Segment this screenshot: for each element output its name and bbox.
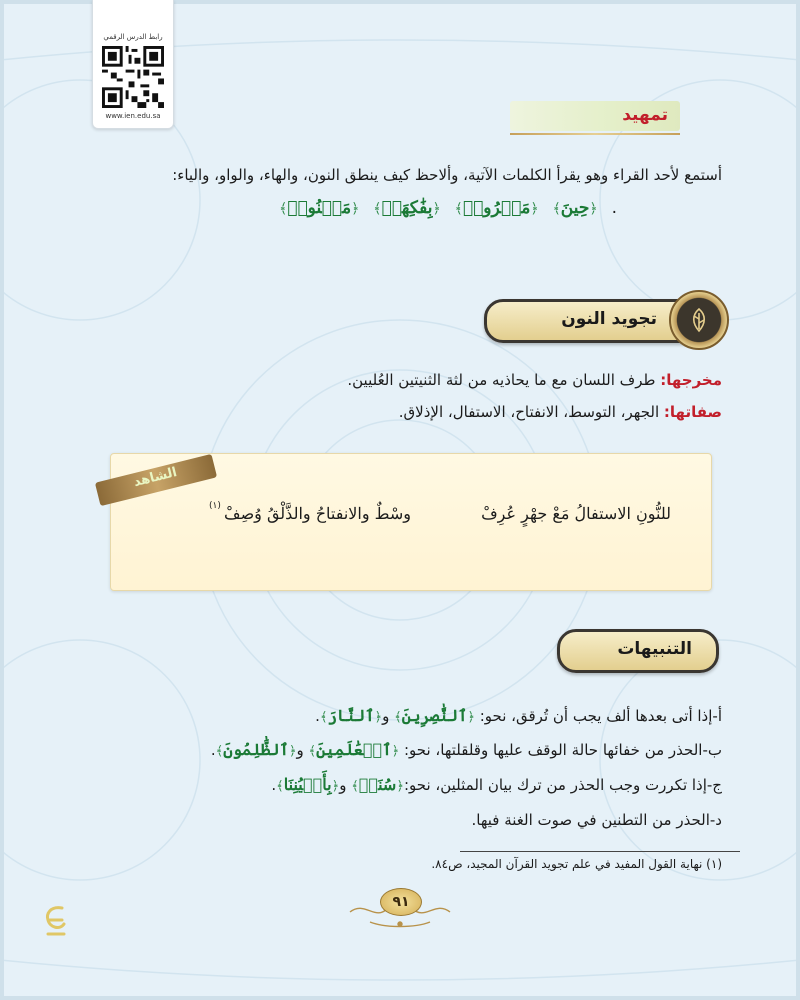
shahed-ribbon-label: الشاهد [132,464,179,491]
footnote-separator [460,851,740,852]
quran-word: ﴿حِينَ﴾ [552,198,598,218]
intro-words-row [279,198,617,218]
footnote-text: (١) نهاية القول المفيد في علم تجويد القرآن المجيد، ص٨٤. [431,857,722,871]
sifat-line [399,403,722,421]
section-banner-tamheed [510,101,680,131]
verse-first-hemistich: للنُّونِ الاستفالُ مَعْ جهْرٍ عُرِفْ [481,504,671,523]
section-title-noon: تجويد النون [561,309,657,329]
section-badge-notes [557,629,719,673]
qr-title: رابط الدرس الرقمي [103,33,163,41]
section-title-notes: التنبيهات [617,639,692,659]
makhraj-line [347,371,722,389]
page-number-ornament [340,882,460,930]
page-number: ٩١ [392,894,410,910]
page-number-badge [380,888,422,916]
leaf-emblem-icon [669,290,729,350]
makhraj-text: طرف اللسان مع ما يحاذيه من لثة الثنيتين العُليين. [347,371,661,389]
makhraj-label: مخرجها: [660,371,722,389]
sifat-text: الجهر، التوسط، الانفتاح، الاستفال، الإذلاق. [398,403,664,421]
note-item-a: أ-إذا أتى بعدها ألف يجب أن تُرقق، نحو: ﴿ٱلنَّٰصِرِينَ﴾ و﴿ٱلنَّارَ﴾. [315,706,722,725]
footnote-mark: (١) [209,501,221,511]
note-item-c: ج-إذا تكررت وجب الحذر من ترك بيان المثلين، نحو:﴿سُنَنٞ﴾ و﴿بِأَعۡيُنِنَا﴾. [271,775,722,794]
section-title-tamheed: تمهيد [622,105,668,125]
verse-second-hemistich: وسْطٌ والانفتاحُ والذَّلْقُ وُصِفْ [224,504,411,523]
end-dot: . [611,198,617,218]
brand-logo-icon [40,900,70,940]
quran-word: ﴿مَهۡرُومٞ﴾ [454,198,539,218]
quran-word: ﴿مَجۡنُونٞ﴾ [279,198,360,218]
note-item-d: د-الحذر من التطنين في صوت الغنة فيها. [471,811,722,829]
qr-code-icon[interactable] [102,46,164,108]
intro-text: أستمع لأحد القراء وهو يقرأ الكلمات الآتية، وألاحظ كيف ينطق النون، والهاء، والواو، والياء: [172,166,722,184]
note-item-b: ب-الحذر من خفائها حالة الوقف عليها وقلقلتها، نحو: ﴿ٱلۡعَٰلَمِينَ﴾ و﴿ٱلظَّٰلِمُونَ﴾. [210,740,722,759]
quran-word: ﴿بِفَٰكِهَةٖ﴾ [373,198,441,218]
qr-card[interactable] [92,0,174,129]
qr-url[interactable]: www.ien.edu.sa [105,112,161,120]
section-badge-noon [484,299,718,343]
sifat-label: صفاتها: [663,403,722,421]
